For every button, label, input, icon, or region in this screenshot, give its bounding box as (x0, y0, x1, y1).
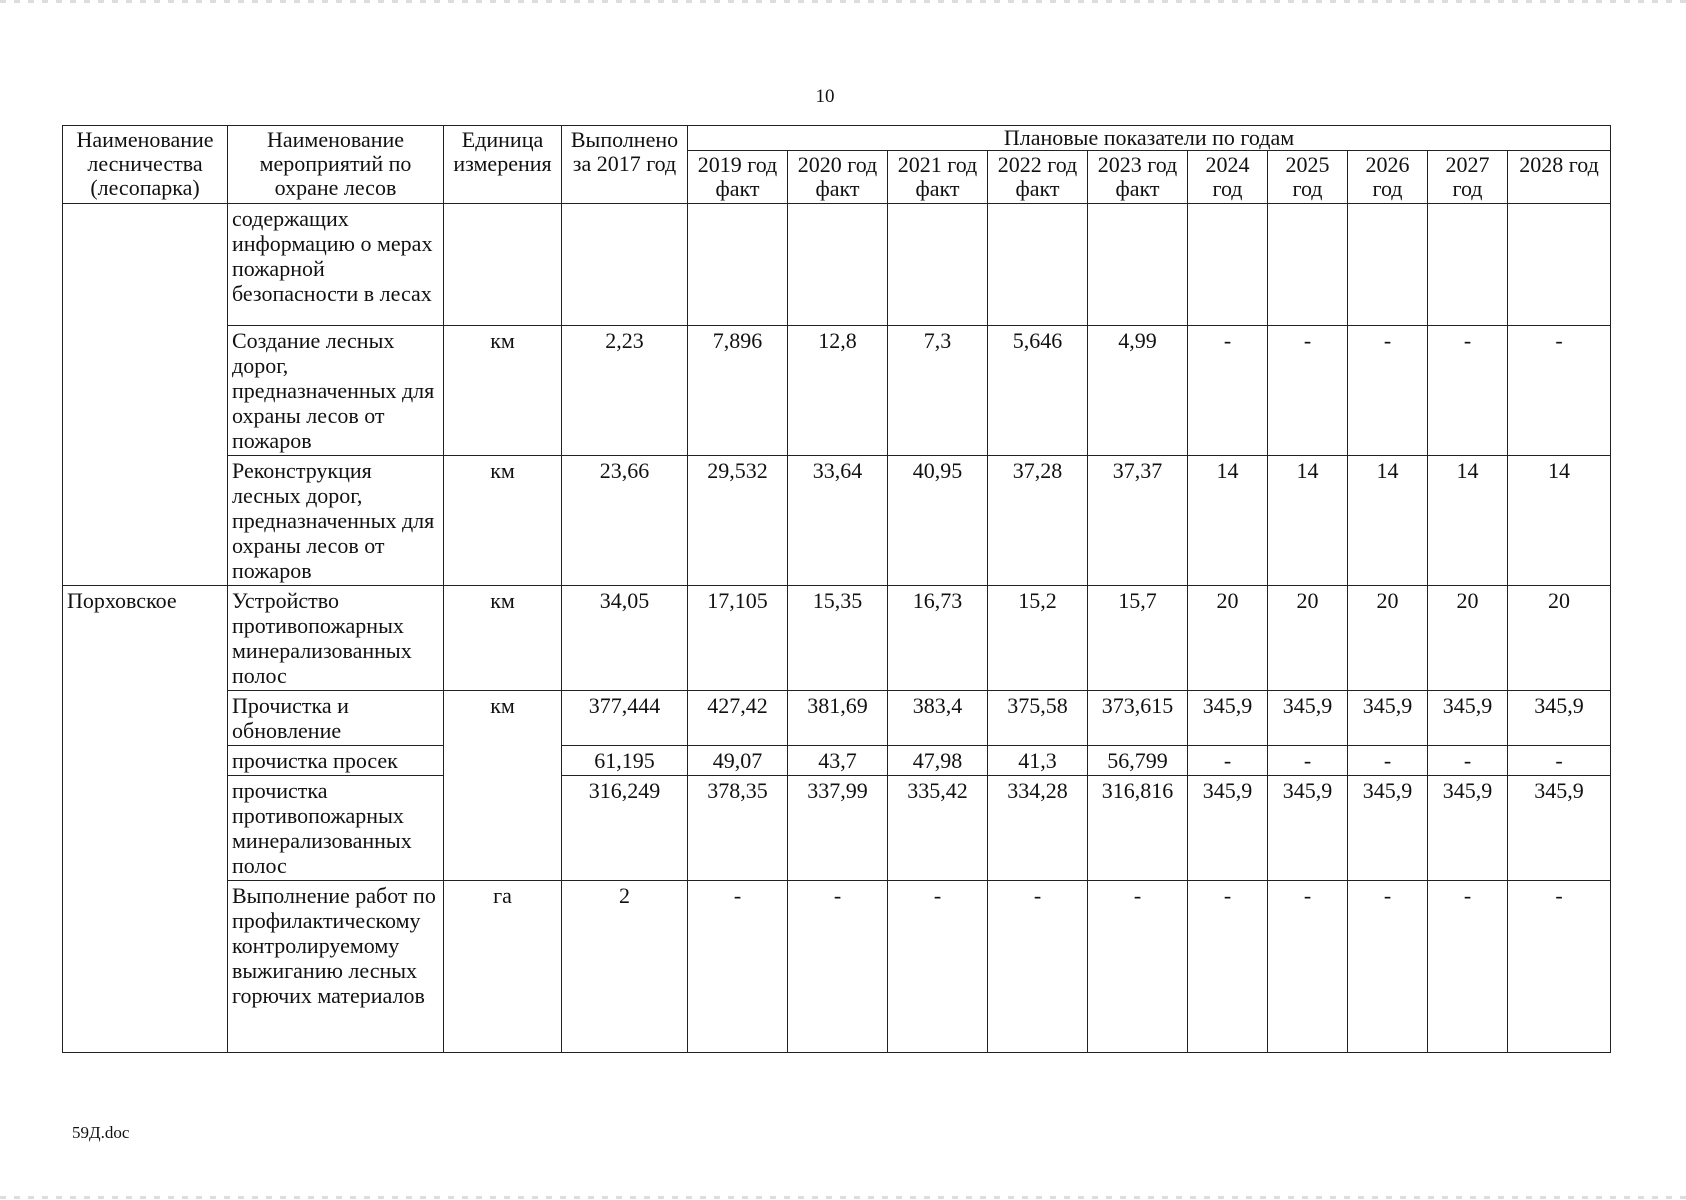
year-value-cell: - (1188, 326, 1268, 456)
done-2017-cell: 377,444 (562, 691, 688, 746)
year-value-cell (888, 204, 988, 326)
year-value-cell: - (1428, 746, 1508, 776)
done-2017-cell (562, 204, 688, 326)
year-value-cell: 383,4 (888, 691, 988, 746)
activity-cell: Прочистка и обновление (228, 691, 444, 746)
year-value-cell: 56,799 (1088, 746, 1188, 776)
scan-edge-top (0, 0, 1686, 3)
year-value-cell: 7,896 (688, 326, 788, 456)
year-value-cell: - (1348, 881, 1428, 1053)
header-activity: Наименование мероприятий по охране лесов (228, 126, 444, 204)
year-value-cell: - (1088, 881, 1188, 1053)
table-row (63, 326, 1611, 456)
year-value-cell: 335,42 (888, 776, 988, 881)
header-done-2017: Выполнено за 2017 год (562, 126, 688, 204)
activity-cell: Выполнение работ по профилактическому контролируемому выжиганию лесных горючих материалов (228, 881, 444, 1053)
footer-filename: 59Д.doc (72, 1123, 130, 1142)
year-value-cell (788, 204, 888, 326)
year-value-cell: 15,2 (988, 586, 1088, 691)
year-value-cell: 14 (1188, 456, 1268, 586)
year-value-cell: 14 (1268, 456, 1348, 586)
table-row (63, 776, 1611, 881)
year-value-cell: - (1428, 881, 1508, 1053)
year-value-cell (1268, 204, 1348, 326)
year-value-cell: 345,9 (1188, 776, 1268, 881)
year-value-cell: 7,3 (888, 326, 988, 456)
activity-cell: Устройство противопожарных минерализованных полос (228, 586, 444, 691)
year-value-cell: 345,9 (1508, 691, 1611, 746)
year-value-cell: 345,9 (1348, 776, 1428, 881)
activity-cell: Создание лесных дорог, предназначенных для охраны лесов от пожаров (228, 326, 444, 456)
table-row (63, 586, 1611, 691)
year-value-cell: - (1508, 326, 1611, 456)
header-year-9: 2028 год (1508, 151, 1611, 204)
header-year-8: 2027 год (1428, 151, 1508, 204)
year-value-cell: - (788, 881, 888, 1053)
unit-cell: га (444, 881, 562, 1053)
year-value-cell: 29,532 (688, 456, 788, 586)
activity-cell: содержащих информацию о мерах пожарной безопасности в лесах (228, 204, 444, 326)
unit-cell: км (444, 691, 562, 881)
header-year-4: 2023 год факт (1088, 151, 1188, 204)
year-value-cell: 20 (1188, 586, 1268, 691)
done-2017-cell: 316,249 (562, 776, 688, 881)
year-value-cell (688, 204, 788, 326)
year-value-cell: 345,9 (1268, 776, 1348, 881)
year-value-cell: 345,9 (1508, 776, 1611, 881)
year-value-cell: 41,3 (988, 746, 1088, 776)
year-value-cell: - (688, 881, 788, 1053)
year-value-cell: - (888, 881, 988, 1053)
year-value-cell: - (1348, 326, 1428, 456)
year-value-cell: 49,07 (688, 746, 788, 776)
header-forestry: Наименование лесничества (лесопарка) (63, 126, 228, 204)
year-value-cell (1508, 204, 1611, 326)
year-value-cell: - (1268, 326, 1348, 456)
year-value-cell: - (988, 881, 1088, 1053)
year-value-cell: - (1188, 881, 1268, 1053)
header-unit: Единица измерения (444, 126, 562, 204)
year-value-cell: 381,69 (788, 691, 888, 746)
done-2017-cell: 34,05 (562, 586, 688, 691)
done-2017-cell: 2,23 (562, 326, 688, 456)
unit-cell: км (444, 456, 562, 586)
table-row (63, 691, 1611, 746)
year-value-cell: 33,64 (788, 456, 888, 586)
year-value-cell: - (1268, 881, 1348, 1053)
year-value-cell: 20 (1508, 586, 1611, 691)
year-value-cell: 345,9 (1188, 691, 1268, 746)
year-value-cell: 345,9 (1268, 691, 1348, 746)
year-value-cell: - (1508, 746, 1611, 776)
unit-cell: км (444, 586, 562, 691)
forestry-cell (63, 204, 228, 586)
year-value-cell: 375,58 (988, 691, 1088, 746)
year-value-cell: - (1188, 746, 1268, 776)
header-year-0: 2019 год факт (688, 151, 788, 204)
page-number: 10 (815, 86, 835, 107)
year-value-cell (1088, 204, 1188, 326)
year-value-cell: 20 (1348, 586, 1428, 691)
table-row (63, 881, 1611, 1053)
year-value-cell: 15,7 (1088, 586, 1188, 691)
year-value-cell: - (1508, 881, 1611, 1053)
header-year-1: 2020 год факт (788, 151, 888, 204)
table-row (63, 746, 1611, 776)
year-value-cell: 334,28 (988, 776, 1088, 881)
year-value-cell: 43,7 (788, 746, 888, 776)
year-value-cell: 373,615 (1088, 691, 1188, 746)
year-value-cell: 17,105 (688, 586, 788, 691)
header-year-7: 2026 год (1348, 151, 1428, 204)
year-value-cell: 37,37 (1088, 456, 1188, 586)
year-value-cell: 4,99 (1088, 326, 1188, 456)
done-2017-cell: 23,66 (562, 456, 688, 586)
year-value-cell: 12,8 (788, 326, 888, 456)
table-row (63, 456, 1611, 586)
header-year-2: 2021 год факт (888, 151, 988, 204)
year-value-cell: - (1428, 326, 1508, 456)
year-value-cell: 37,28 (988, 456, 1088, 586)
done-2017-cell: 61,195 (562, 746, 688, 776)
year-value-cell: 47,98 (888, 746, 988, 776)
done-2017-cell: 2 (562, 881, 688, 1053)
year-value-cell: 345,9 (1428, 691, 1508, 746)
year-value-cell: 345,9 (1428, 776, 1508, 881)
scan-edge-bottom (0, 1196, 1686, 1199)
year-value-cell: 14 (1348, 456, 1428, 586)
year-value-cell: 14 (1508, 456, 1611, 586)
year-value-cell: - (1348, 746, 1428, 776)
forestry-cell: Порховское (63, 586, 228, 1053)
year-value-cell: 5,646 (988, 326, 1088, 456)
unit-cell (444, 204, 562, 326)
year-value-cell: 16,73 (888, 586, 988, 691)
year-value-cell: - (1268, 746, 1348, 776)
table-row (63, 204, 1611, 326)
year-value-cell: 40,95 (888, 456, 988, 586)
header-row-1 (63, 126, 1611, 151)
year-value-cell (1188, 204, 1268, 326)
unit-cell: км (444, 326, 562, 456)
activity-cell: прочистка просек (228, 746, 444, 776)
year-value-cell: 15,35 (788, 586, 888, 691)
year-value-cell: 14 (1428, 456, 1508, 586)
header-year-5: 2024 год (1188, 151, 1268, 204)
activity-cell: прочистка противопожарных минерализованных полос (228, 776, 444, 881)
activity-cell: Реконструкция лесных дорог, предназначенных для охраны лесов от пожаров (228, 456, 444, 586)
year-value-cell: 345,9 (1348, 691, 1428, 746)
header-year-3: 2022 год факт (988, 151, 1088, 204)
year-value-cell: 20 (1428, 586, 1508, 691)
year-value-cell: 20 (1268, 586, 1348, 691)
year-value-cell (1348, 204, 1428, 326)
table-body (63, 204, 1611, 1053)
year-value-cell (1428, 204, 1508, 326)
header-year-6: 2025 год (1268, 151, 1348, 204)
year-value-cell: 337,99 (788, 776, 888, 881)
year-value-cell: 378,35 (688, 776, 788, 881)
forest-protection-table (62, 125, 1611, 1053)
year-value-cell: 427,42 (688, 691, 788, 746)
header-planned-group: Плановые показатели по годам (688, 126, 1611, 151)
year-value-cell (988, 204, 1088, 326)
year-value-cell: 316,816 (1088, 776, 1188, 881)
